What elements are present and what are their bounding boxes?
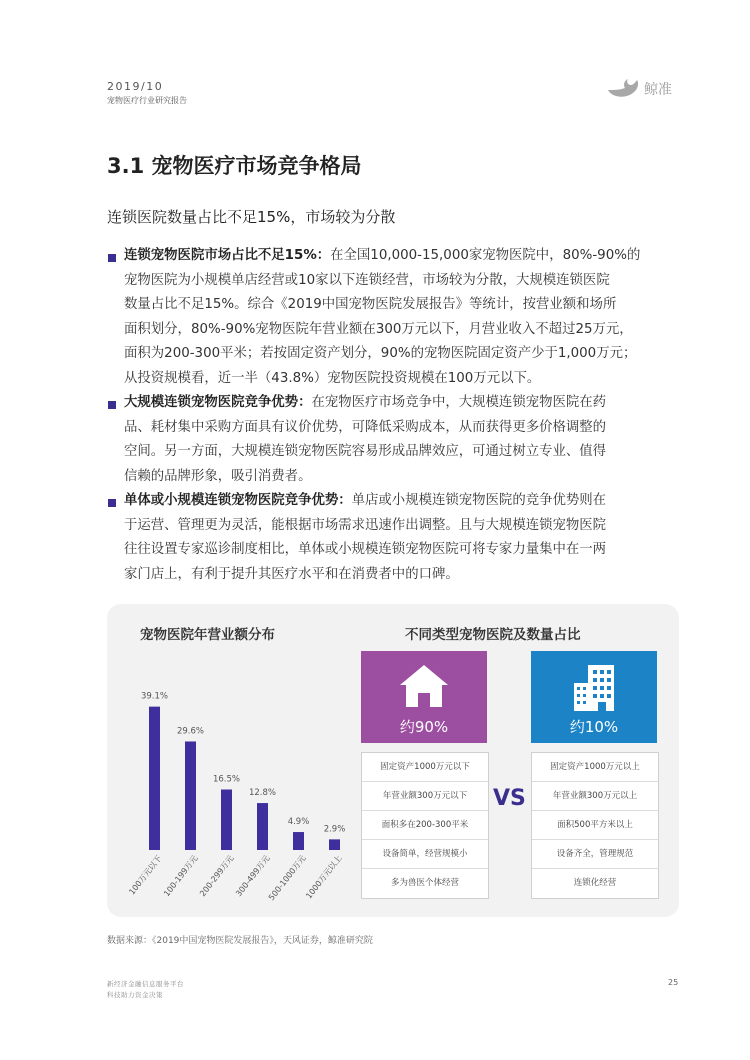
list-item: 年营业额300万元以下 [362, 782, 488, 811]
house-icon [398, 663, 450, 709]
bar [329, 839, 340, 850]
bar [221, 790, 232, 851]
paragraph-line: 面积划分，80%-90%宠物医院年营业额在300万元以下，月营业收入不超过25万元， [124, 321, 633, 337]
brand-logo [606, 76, 686, 102]
bar-value-label: 29.6% [176, 726, 205, 737]
report-date: 2019/10 [107, 80, 164, 93]
list-item: 设备齐全，管理规范 [532, 840, 658, 869]
paragraph-line: 单店或小规模连锁宠物医院的竞争优势则在 [351, 493, 607, 508]
paragraph-line: 信赖的品牌形象，吸引消费者。 [124, 468, 312, 484]
whale-logo-icon [606, 78, 640, 100]
paragraph-line: 往往设置专家巡诊制度相比，单体或小规模连锁宠物医院可将专家力量集中在一两 [124, 542, 607, 557]
paragraph-line: 面积为200-300平米；若按固定资产划分，90%的宠物医院固定资产少于1,000万元； [124, 346, 637, 361]
list-item: 年营业额300万元以上 [532, 782, 658, 811]
bar [293, 832, 304, 850]
chart-title: 宠物医院年营业额分布 [140, 627, 275, 643]
paragraph-line: 品、耗材集中采购方面具有议价优势，可降低采购成本，从而获得更多价格调整的 [124, 419, 607, 435]
list-item: 固定资产1000万元以下 [362, 753, 488, 782]
logo-text: 鲸准 [644, 82, 672, 98]
large-hospital-share: 约10% [569, 718, 619, 736]
small-hospital-share: 约90% [399, 718, 449, 736]
footer-tagline: 新经济金融信息服务平台 [107, 980, 184, 988]
building-icon [570, 661, 618, 711]
revenue-bar-chart [110, 670, 360, 910]
large-hospital-features [531, 752, 659, 899]
paragraph-line: 于运营、管理更为灵活，能根据市场需求迅速作出调整。且与大规模连锁宠物医院 [124, 517, 607, 533]
data-source: 数据来源：《2019中国宠物医院发展报告》，天风证券，鲸准研究院 [107, 936, 373, 946]
small-hospital-card [361, 651, 487, 743]
section-title: 3.1 宠物医疗市场竞争格局 [107, 154, 362, 178]
large-hospital-card [531, 651, 657, 743]
category-label: 500-1000万元 [266, 853, 308, 903]
paragraph-line: 从投资规模看，近一半（43.8%）宠物医院投资规模在100万元以下。 [124, 370, 541, 386]
section-subtitle: 连锁医院数量占比不足15%，市场较为分散 [107, 208, 396, 226]
list-item: 多为兽医个体经营 [390, 878, 459, 888]
paragraph-line: 数量占比不足15%。综合《2019中国宠物医院发展报告》等统计，按营业额和场所 [124, 297, 617, 312]
paragraph-heading: 连锁宠物医院市场占比不足15%： [124, 248, 331, 263]
paragraph-line: 宠物医院为小规模单店经营或10家以下连锁经营，市场较为分散，大规模连锁医院 [124, 272, 610, 288]
bullet-square-icon [108, 499, 116, 507]
category-label: 200-299万元 [198, 853, 236, 899]
paragraph-small-chain [124, 489, 654, 587]
paragraph-line: 在全国10,000-15,000家宠物医院中，80%-90%的 [330, 248, 641, 263]
paragraph-line: 空间。另一方面，大规模连锁宠物医院容易形成品牌效应，可通过树立专业、值得 [124, 444, 607, 459]
vs-label: VS [493, 786, 526, 811]
list-item: 面积多在200-300平米 [362, 811, 488, 840]
footer-tagline-2: 科技助力资金决策 [107, 991, 163, 999]
paragraph-heading: 大规模连锁宠物医院竞争优势： [124, 395, 312, 410]
paragraph-chain-share [124, 244, 654, 391]
category-label: 100-199万元 [162, 853, 200, 899]
list-item: 面积500平方米以上 [532, 811, 658, 840]
bar [257, 803, 268, 850]
report-name: 宠物医疗行业研究报告 [107, 96, 187, 105]
list-item: 固定资产1000万元以上 [532, 753, 658, 782]
paragraph-line: 家门店上，有利于提升其医疗水平和在消费者中的口碑。 [124, 566, 459, 582]
bar-value-label: 4.9% [287, 817, 310, 828]
paragraph-line: 在宠物医疗市场竞争中，大规模连锁宠物医院在药 [311, 395, 607, 410]
category-label: 100万元以下 [127, 853, 164, 897]
category-label: 1000万元以上 [304, 853, 344, 901]
page-number: 25 [668, 978, 679, 987]
list-item: 设备简单，经营规模小 [362, 840, 488, 869]
bar-value-label: 12.8% [248, 788, 277, 799]
paragraph-heading: 单体或小规模连锁宠物医院竞争优势： [124, 493, 352, 508]
bar-value-label: 2.9% [323, 824, 346, 835]
list-item: 连锁化经营 [573, 878, 617, 888]
bullet-square-icon [108, 254, 116, 262]
bar-value-label: 16.5% [212, 774, 241, 785]
paragraph-large-chain [124, 391, 654, 489]
comparison-title: 不同类型宠物医院及数量占比 [405, 627, 581, 643]
bar [185, 741, 196, 850]
small-hospital-features [361, 752, 489, 899]
bar-value-label: 39.1% [140, 691, 169, 702]
bullet-square-icon [108, 401, 116, 409]
category-label: 300-499万元 [234, 853, 272, 899]
bar [149, 707, 160, 850]
